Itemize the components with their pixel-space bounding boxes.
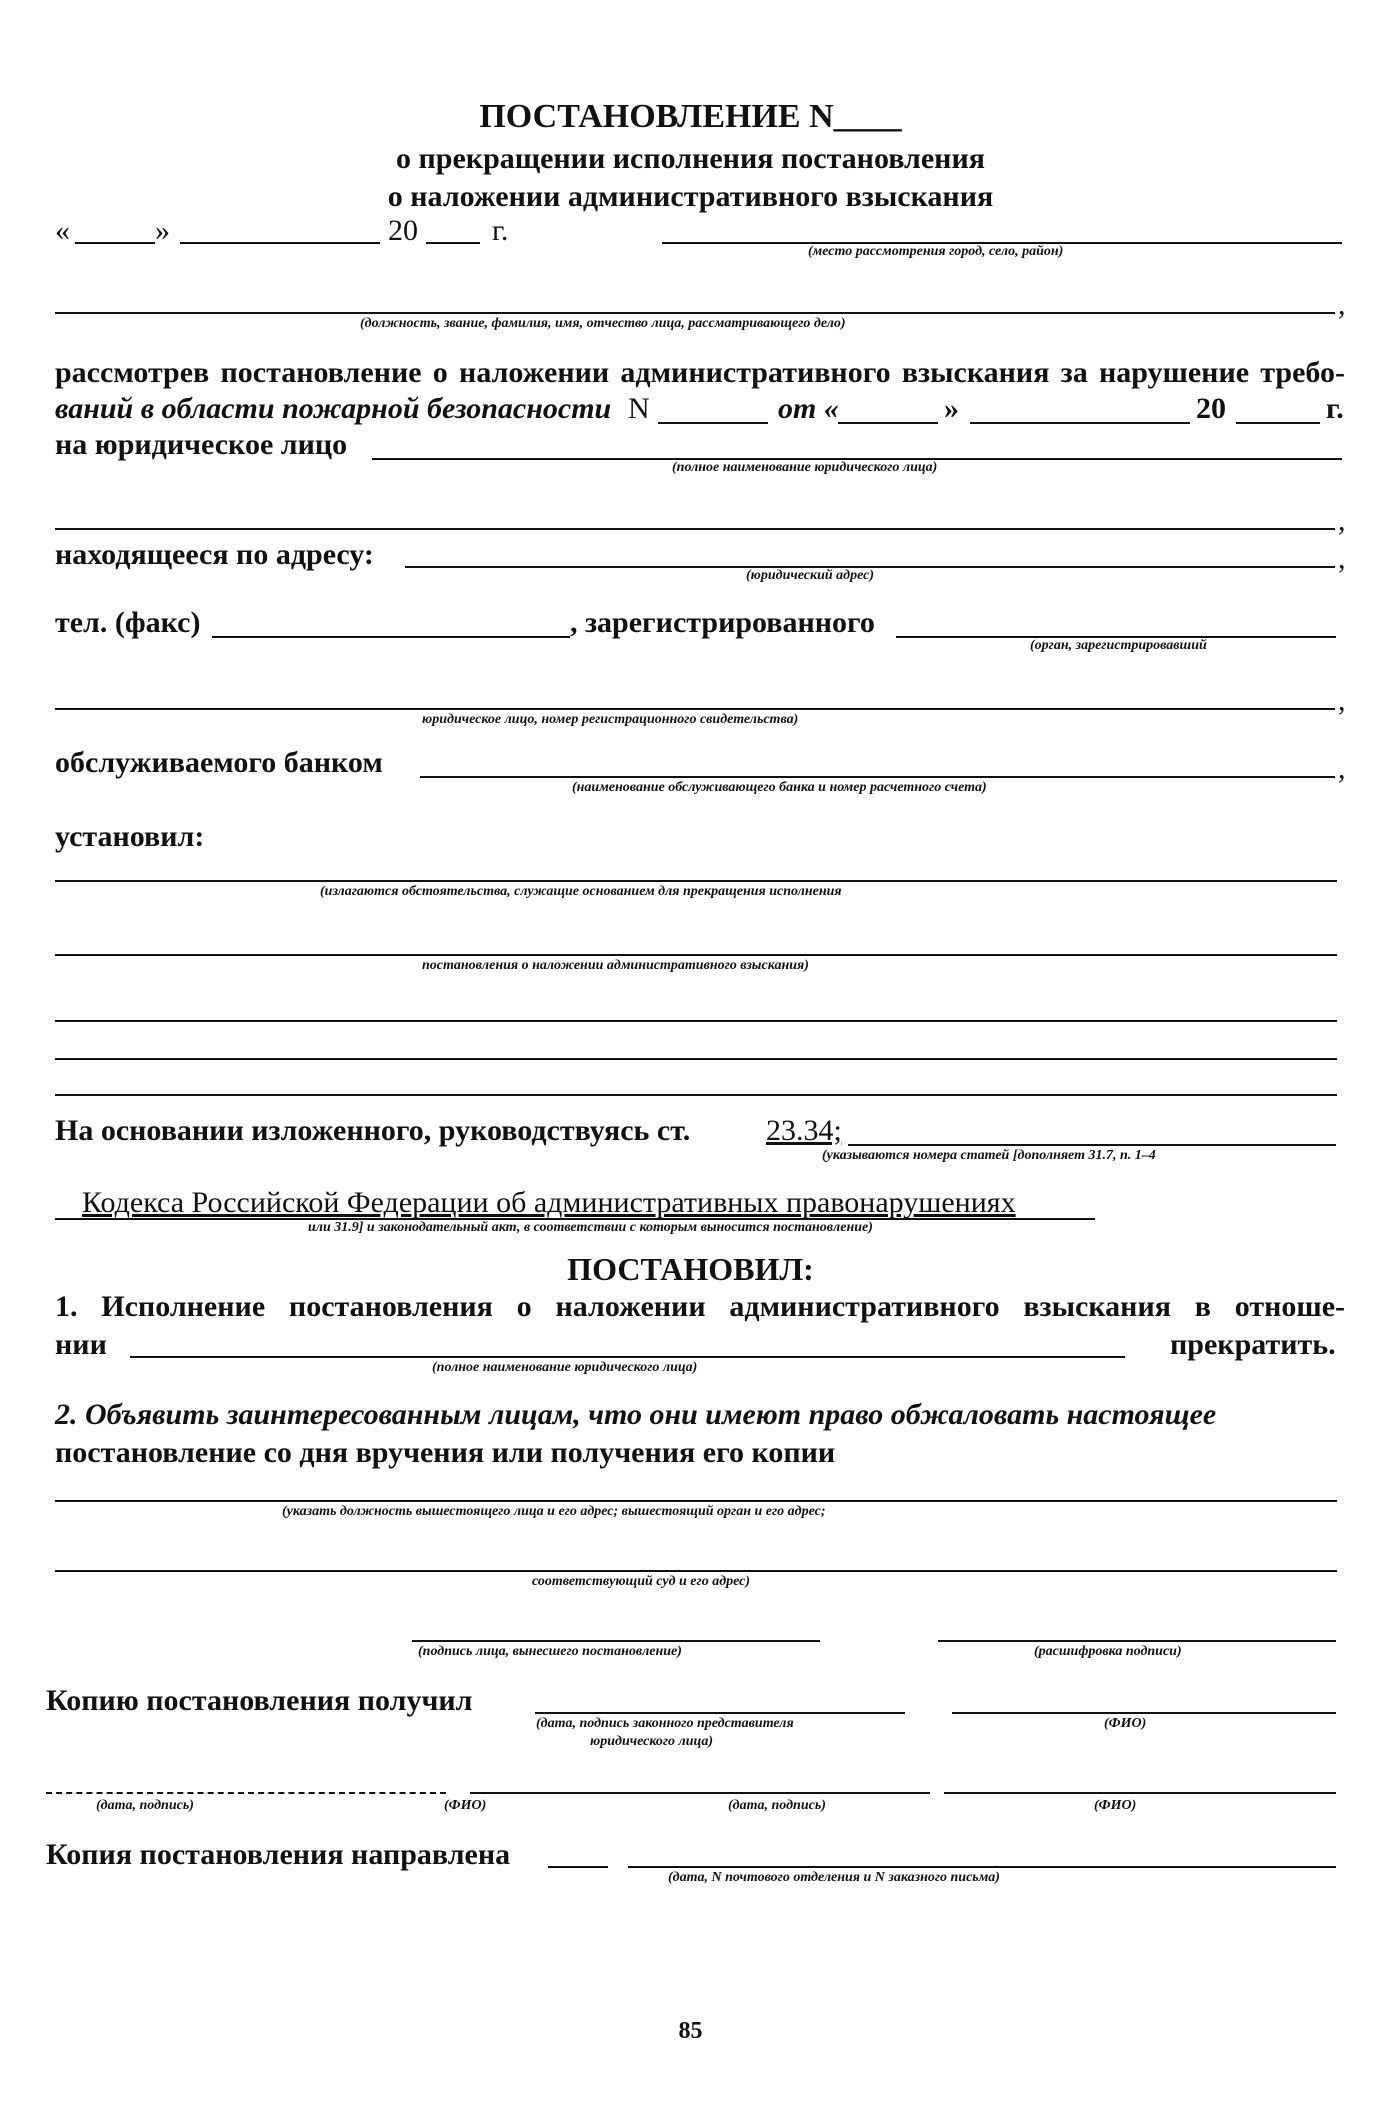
decided-heading: ПОСТАНОВИЛ: [567, 1251, 814, 1287]
established-label: установил: [55, 820, 205, 853]
item2-line-1: 2. Объявить заинтересованным лицам, что они имеют право обжаловать настоящее [55, 1398, 1217, 1431]
document-subtitle-1: о прекращении исполнения постановления [396, 142, 985, 175]
considered-line-2-label: ваний в области пожарной безопасности [55, 392, 612, 425]
copy-received-label: Копию постановления получил [46, 1684, 473, 1717]
code-name: Кодекса Российской Федерации об административных правонарушениях [82, 1186, 1016, 1219]
phone-field[interactable] [212, 636, 570, 638]
decision-year-field[interactable] [1236, 422, 1320, 424]
official-comma: , [1338, 288, 1346, 321]
document-subtitle-2: о наложении административного взыскания [387, 180, 994, 213]
received-fio-field[interactable] [952, 1712, 1336, 1714]
item2-line-2: постановление со дня вручения или получения его копии [55, 1436, 836, 1469]
considered-n-label: N [628, 392, 650, 425]
row-fio-b-caption: (ФИО) [1094, 1798, 1137, 1813]
registrar-caption-1: (орган, зарегистрировавший [1030, 638, 1207, 653]
date-year-field[interactable] [426, 242, 480, 244]
entity-label: на юридическое лицо [55, 428, 348, 461]
bank-comma: , [1338, 752, 1346, 785]
received-signature-field[interactable] [535, 1712, 905, 1714]
registrar-comma: , [1338, 684, 1346, 717]
decision-month-field[interactable] [970, 422, 1190, 424]
item1-caption: (полное наименование юридического лица) [432, 1360, 698, 1375]
received-signature-caption-2: юридического лица) [590, 1734, 713, 1749]
considered-year-prefix: 20 [1196, 392, 1226, 425]
date-close-quote: » [155, 214, 170, 247]
decision-number-field[interactable] [658, 422, 768, 424]
page-number: 85 [678, 2018, 703, 2044]
item1-entity-field[interactable] [130, 1356, 1125, 1358]
bank-field[interactable] [420, 776, 1335, 778]
entity-comma: , [1338, 504, 1346, 537]
copy-sent-label: Копия постановления направлена [46, 1838, 511, 1871]
reasons-field-4[interactable] [55, 1058, 1337, 1060]
official-caption: (должность, звание, фамилия, имя, отчество лица, рассматривающего дело) [360, 316, 846, 331]
date-day-field[interactable] [75, 242, 155, 244]
entity-name-field-2[interactable] [55, 528, 1335, 530]
copy-sent-caption: (дата, N почтового отделения и N заказного письма) [668, 1870, 1000, 1885]
address-comma: , [1338, 542, 1346, 575]
row-date-sig-a-field[interactable] [46, 1792, 446, 1794]
appeal-field-1[interactable] [55, 1500, 1337, 1502]
received-signature-caption-1: (дата, подпись законного представителя [536, 1716, 794, 1731]
row-fio-b-field[interactable] [944, 1792, 1336, 1794]
reasons-field-3[interactable] [55, 1020, 1337, 1022]
address-label: находящееся по адресу: [55, 538, 374, 571]
row-date-sig-b-field[interactable] [470, 1792, 930, 1794]
considered-from-label: от « [778, 392, 839, 425]
date-open-quote: « [55, 214, 70, 247]
phone-label: тел. (факс) [55, 606, 201, 639]
official-signature-field[interactable] [412, 1640, 820, 1642]
item1-line-2: нии [55, 1328, 107, 1361]
date-year-suffix: г. [492, 214, 509, 247]
considered-year-suffix: г. [1326, 392, 1344, 425]
articles-caption-2: или 31.9] и законодательный акт, в соответствии с которым выносится постановление) [308, 1220, 873, 1235]
official-signature-caption: (подпись лица, вынесшего постановление) [418, 1644, 682, 1659]
decision-day-field[interactable] [838, 422, 938, 424]
bank-label: обслуживаемого банком [55, 746, 383, 779]
signature-decode-field[interactable] [938, 1640, 1336, 1642]
registrar-field-2[interactable] [55, 708, 1335, 710]
row-date-sig-b-caption: (дата, подпись) [728, 1798, 826, 1813]
item1-terminate: прекратить. [1170, 1328, 1336, 1361]
document-title: ПОСТАНОВЛЕНИЕ N____ [479, 98, 902, 135]
appeal-caption-1: (указать должность вышестоящего лица и его адрес; вышестоящий орган и его адрес; [282, 1504, 826, 1519]
considered-close-quote: » [944, 392, 959, 425]
considered-line-1: рассмотрев постановление о наложении административного взыскания за нарушение требо- [55, 356, 1345, 389]
reasons-field-1[interactable] [55, 880, 1337, 882]
row-date-sig-a-caption: (дата, подпись) [96, 1798, 194, 1813]
date-month-field[interactable] [180, 242, 380, 244]
row-fio-a-caption: (ФИО) [444, 1798, 487, 1813]
entity-name-caption: (полное наименование юридического лица) [672, 460, 938, 475]
reasons-caption-2: постановления о наложении административного взыскания) [422, 958, 809, 973]
appeal-caption-2: соответствующий суд и его адрес) [532, 1574, 751, 1589]
articles-caption-1: (указываются номера статей [дополняет 31.7, п. 1–4 [822, 1148, 1156, 1163]
articles-field[interactable] [848, 1144, 1336, 1146]
signature-decode-caption: (расшифровка подписи) [1034, 1644, 1182, 1659]
reasons-field-5[interactable] [55, 1094, 1337, 1096]
item1-line-1: 1. Исполнение постановления о наложении административного взыскания в отноше- [55, 1290, 1345, 1323]
basis-article: 23.34; [766, 1114, 842, 1147]
copy-sent-field[interactable] [628, 1866, 1336, 1868]
place-caption: (место рассмотрения город, село, район) [808, 244, 1064, 259]
official-field[interactable] [55, 312, 1335, 314]
received-fio-caption: (ФИО) [1104, 1716, 1147, 1731]
copy-sent-field-short[interactable] [548, 1866, 608, 1868]
reasons-caption-1: (излагаются обстоятельства, служащие основанием для прекращения исполнения [320, 884, 842, 899]
address-caption: (юридический адрес) [746, 568, 875, 583]
registrar-caption-2: юридическое лицо, номер регистрационного свидетельства) [422, 712, 799, 727]
date-year-prefix: 20 [388, 214, 418, 247]
basis-label: На основании изложенного, руководствуясь ст. [55, 1114, 691, 1147]
registered-label: , зарегистрированного [570, 606, 875, 639]
appeal-field-2[interactable] [55, 1570, 1337, 1572]
bank-caption: (наименование обслуживающего банка и номер расчетного счета) [572, 780, 987, 795]
reasons-field-2[interactable] [55, 954, 1337, 956]
